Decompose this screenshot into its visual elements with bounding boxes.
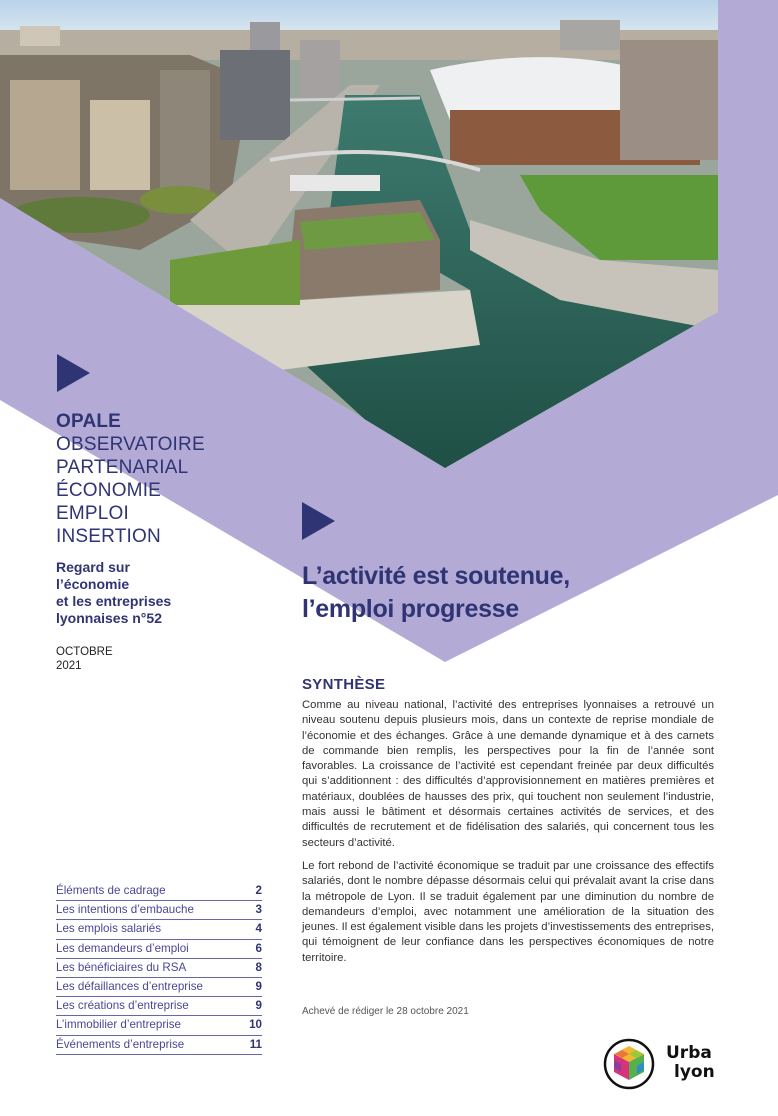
publication-subtitle [56, 559, 171, 627]
toc-item[interactable] [56, 882, 262, 901]
completion-note: Achevé de rédiger le 28 octobre 2021 [302, 1006, 469, 1017]
brand-line: PARTENARIAL [56, 457, 189, 478]
toc-label: L’immobilier d’entreprise [56, 1018, 182, 1032]
toc-item[interactable] [56, 901, 262, 920]
toc-item[interactable] [56, 959, 262, 978]
toc-label: Les intentions d’embauche [56, 903, 194, 917]
subtitle-line: l’économie [56, 576, 130, 592]
toc-page: 4 [255, 922, 262, 936]
toc-page: 9 [255, 999, 262, 1013]
toc-item[interactable] [56, 940, 262, 959]
date-year: 2021 [56, 660, 82, 672]
headline-line: l’emploi progresse [302, 595, 519, 623]
toc-label: Les emplois salariés [56, 922, 162, 936]
toc-item[interactable] [56, 1036, 262, 1055]
synthese-paragraph: Comme au niveau national, l’activité des entreprises lyonnaises a retrouvé un niveau soutenu depuis plusieurs mois, dans un contexte de reprise mondiale de l’économie et des échanges. Grâce à une demande dynamique et à des carnets de commande bien remplis, les perspectives pour la fin de l’année sont favorables. La croissance de l’activité est cependant freinée par deux difficultés qui s’additionnent : des difficultés d’approvisionnement en matières premières et matériaux, doublées de hausses des prix, qui touchent non seulement l’industrie, mais aussi le bâtiment et désormais certaines activités de services, et des difficultés de recrutement et de fidélisation des salariés, qui concernent tous les secteurs d’activité. [302, 699, 714, 849]
subtitle-line: lyonnaises n°52 [56, 610, 162, 626]
synthese-title: SYNTHÈSE [302, 676, 386, 693]
toc-item[interactable] [56, 920, 262, 939]
toc-page: 10 [249, 1018, 262, 1032]
urbalyon-logo [600, 1038, 725, 1090]
toc-page: 11 [249, 1037, 262, 1051]
toc-page: 3 [255, 903, 262, 917]
logo-text-line1: Urba [666, 1043, 712, 1063]
synthese-section [302, 676, 714, 974]
publication-date [56, 645, 113, 673]
subtitle-line: Regard sur [56, 559, 130, 575]
cube-logo-icon [600, 1038, 658, 1090]
toc-item[interactable] [56, 978, 262, 997]
date-month: OCTOBRE [56, 646, 113, 658]
toc-label: Les demandeurs d’emploi [56, 941, 189, 955]
logo-text-line2: lyon [674, 1062, 715, 1082]
toc-page: 9 [255, 979, 262, 993]
toc-page: 2 [255, 884, 262, 897]
page-title [302, 560, 570, 626]
subtitle-line: et les entreprises [56, 593, 172, 609]
toc-label: Les bénéficiaires du RSA [56, 960, 187, 974]
brand-line: OBSERVATOIRE [56, 434, 205, 455]
brand-line: EMPLOI [56, 503, 129, 524]
toc-label: Événements d’entreprise [56, 1037, 185, 1051]
headline-line: L’activité est soutenue, [302, 562, 570, 590]
brand-block [56, 410, 205, 548]
toc-page: 6 [255, 941, 262, 955]
toc-item[interactable] [56, 1016, 262, 1035]
brand-line: ÉCONOMIE [56, 480, 162, 501]
toc-label: Les créations d’entreprise [56, 999, 189, 1013]
brand-line: INSERTION [56, 526, 161, 547]
toc-page: 8 [255, 960, 262, 974]
table-of-contents [56, 882, 262, 1055]
synthese-paragraph: Le fort rebond de l’activité économique se traduit par une croissance des effectifs salariés, dont le nombre dépasse désormais celui qui prévalait avant la crise dans la métropole de Lyon. Il se traduit également par une diminution du nombre de demandeurs d’emploi, avec notamment une amélioration de la situation des jeunes. Il est également visible dans les projets d’investissements des entreprises, qui témoignent de leur confiance dans les perspectives économiques de notre territoire. [302, 859, 714, 964]
toc-label: Éléments de cadrage [56, 884, 166, 897]
toc-label: Les défaillances d’entreprise [56, 979, 203, 993]
toc-item[interactable] [56, 997, 262, 1016]
brand-name: OPALE [56, 411, 122, 432]
